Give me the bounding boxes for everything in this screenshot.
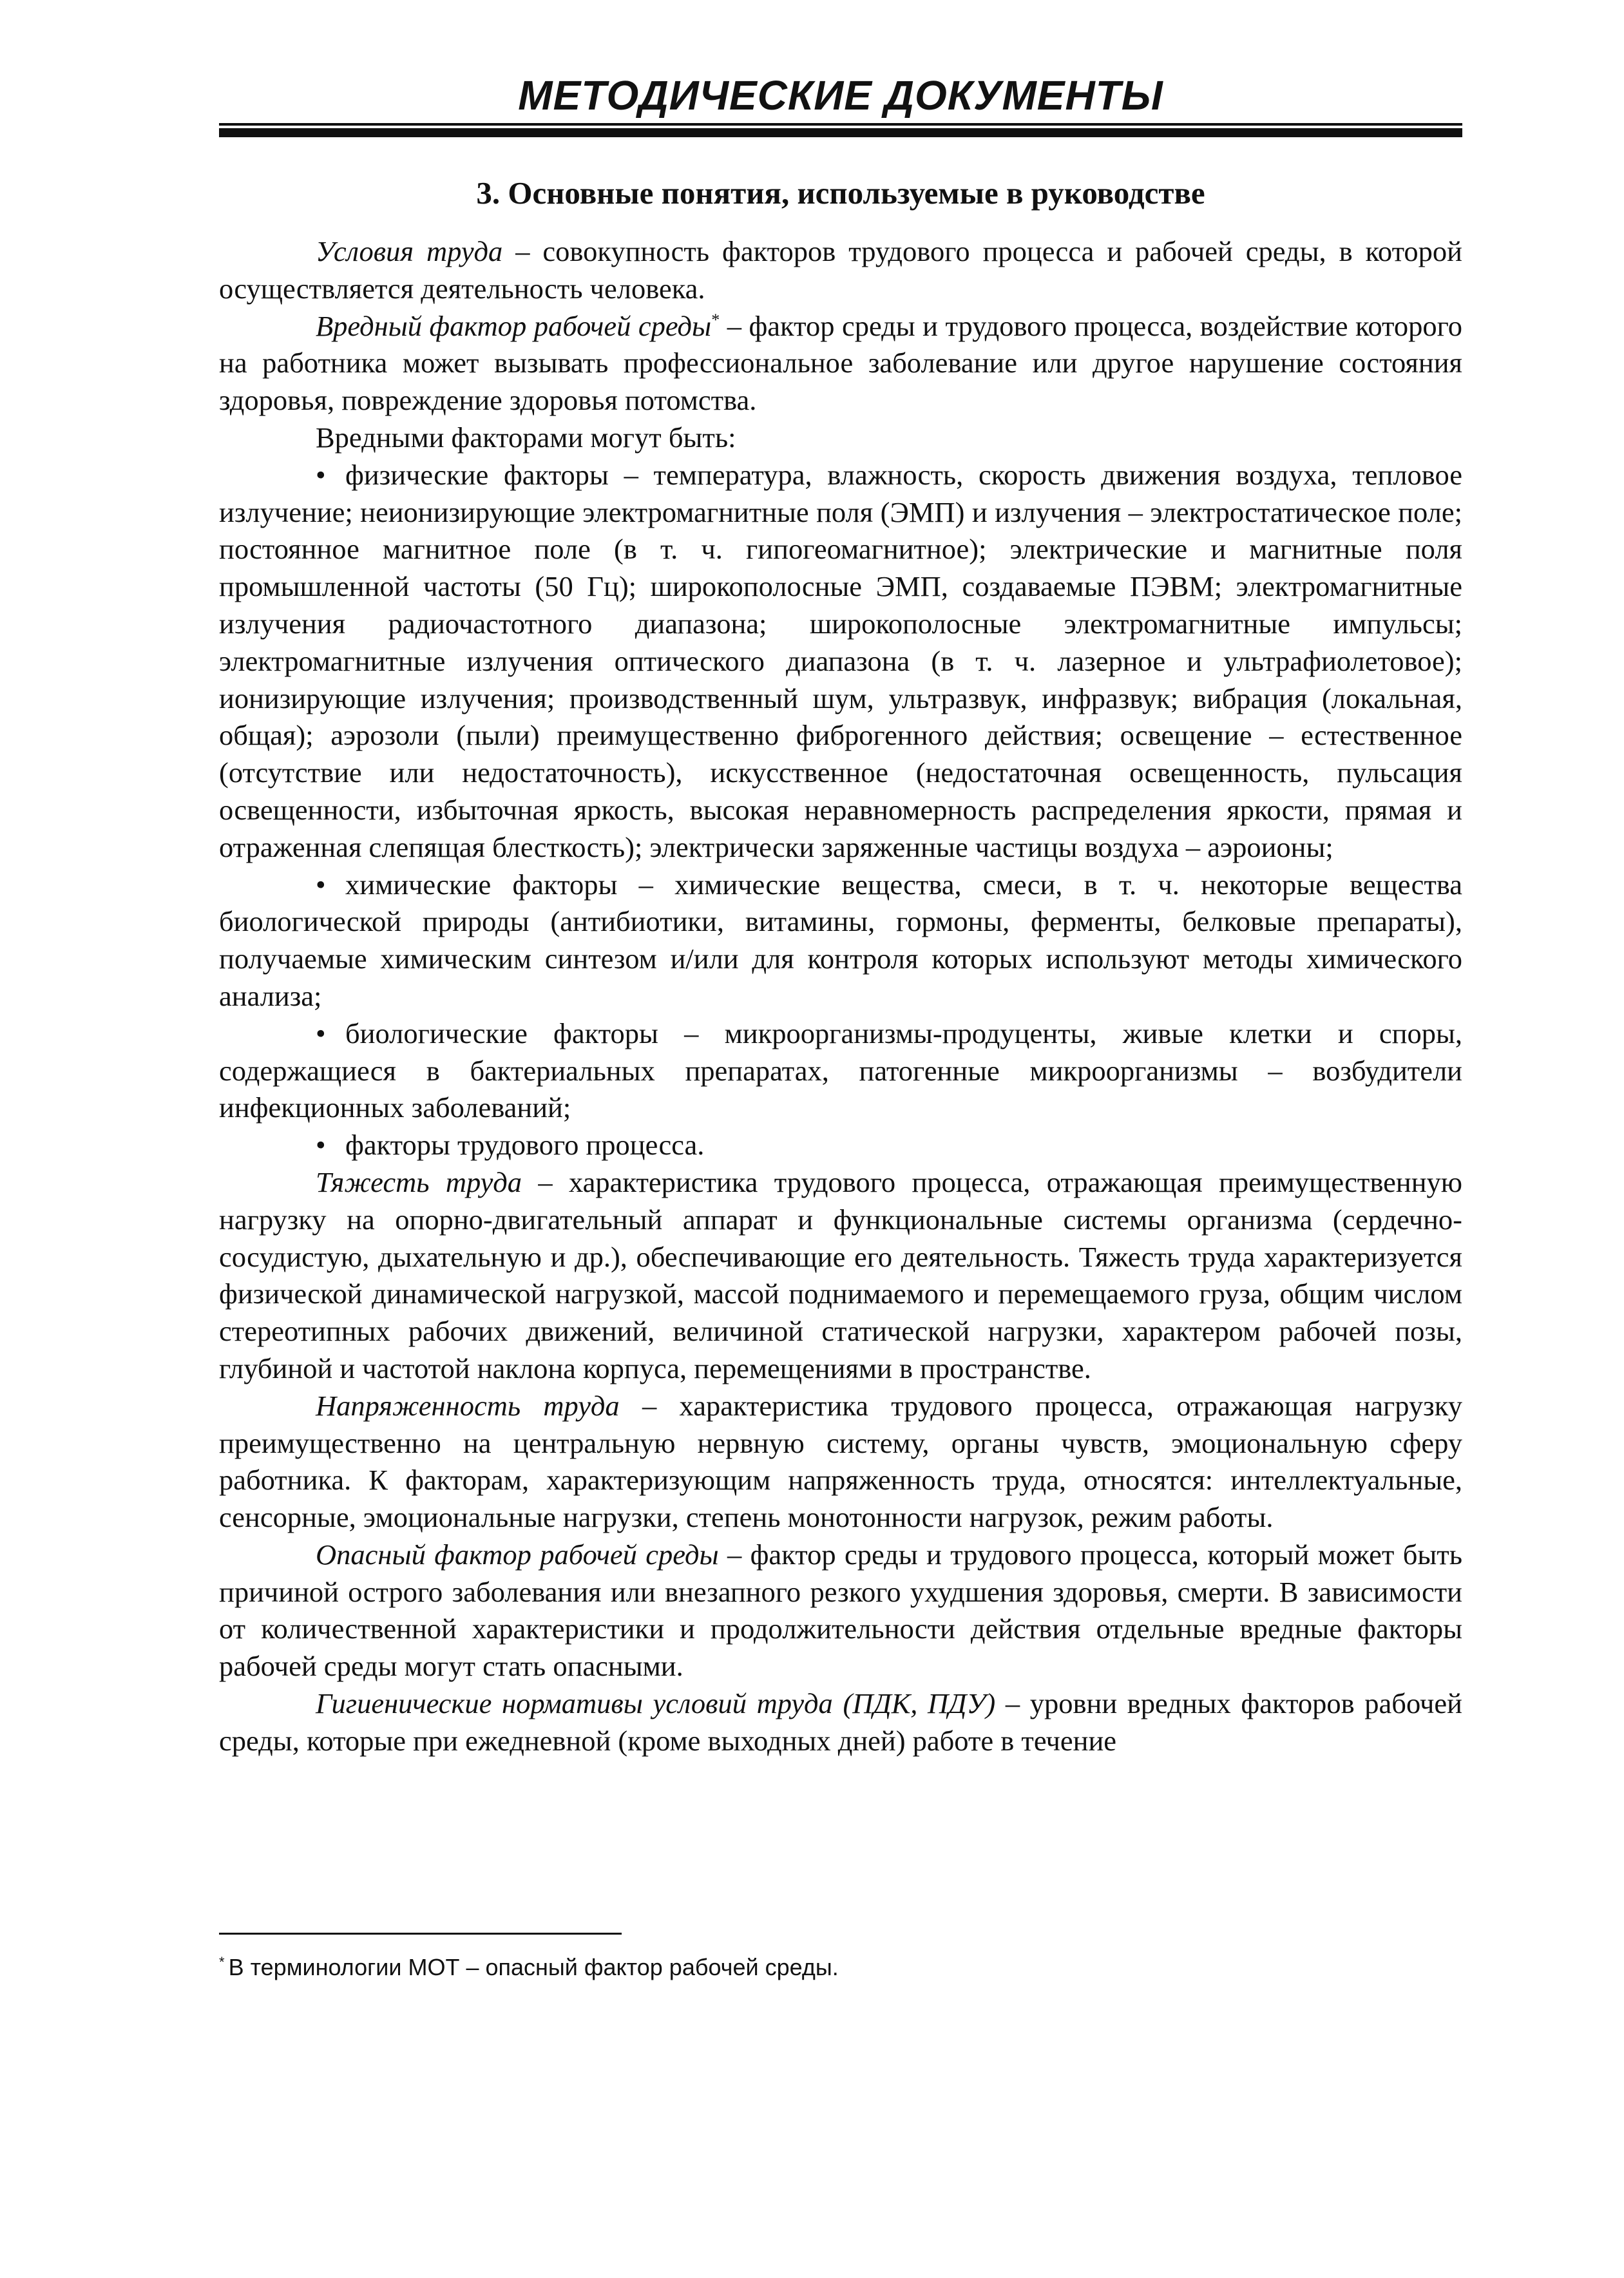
term-labor-intensity: Напряженность труда	[316, 1389, 620, 1422]
definition-dangerous-factor: – фактор среды и трудового процесса, который может быть причиной острого заболевания или внезапного резкого ухудшения здоровья, смерти. В зависимости от количественной характеристики и продолжительности действия отдельные вредные факторы рабочей среды могут стать опасными.	[219, 1538, 1462, 1683]
footnote-reference: *	[711, 310, 720, 329]
paragraph-harmful-factors-intro: Вредными факторами могут быть:	[316, 421, 736, 454]
definition-working-conditions: – совокупность факторов трудового процесса и рабочей среды, в которой осуществляется деятельность человека.	[219, 235, 1462, 305]
running-header: МЕТОДИЧЕСКИЕ ДОКУМЕНТЫ	[518, 72, 1163, 119]
definition-labor-intensity: – характеристика трудового процесса, отражающая нагрузку преимущественно на центральную нервную систему, органы чувств, эмоциональную сферу работника. К факторам, характеризующим напряженность труда, относятся: интеллектуальные, сенсорные, эмоциональные нагрузки, степень монотонности нагрузок, режим работы.	[219, 1389, 1463, 1534]
paragraph-harmful-factor	[219, 308, 1462, 419]
list-item-labor-process-factors	[219, 1127, 1462, 1164]
footnote-divider	[219, 1933, 622, 1935]
paragraph-hygienic-standards	[219, 1685, 1462, 1760]
header-rule-thin	[219, 123, 1462, 126]
paragraph-dangerous-factor	[219, 1536, 1462, 1685]
paragraph-working-conditions	[219, 233, 1462, 308]
definition-harmful-factor: – фактор среды и трудового процесса, воздействие которого на работника может вызывать профессиональное заболевание или другое нарушение состояния здоровья, повреждение здоровья потомства.	[219, 309, 1462, 417]
section-title: 3. Основные понятия, используемые в руководстве	[476, 175, 1205, 211]
footnote-text: В терминологии МОТ – опасный фактор рабочей среды.	[228, 1954, 839, 1980]
bullet-icon: •	[316, 458, 326, 491]
list-item-text: биологические факторы – микроорганизмы-продуценты, живые клетки и споры, содержащиеся в бактериальных препаратах, патогенные микроорганизмы – возбудители инфекционных заболеваний;	[219, 1017, 1462, 1124]
list-item-physical-factors	[219, 457, 1462, 866]
bullet-icon: •	[316, 1129, 326, 1162]
list-item-chemical-factors	[219, 866, 1462, 1015]
term-labor-severity: Тяжесть труда	[316, 1165, 522, 1198]
bullet-icon: •	[316, 1017, 326, 1049]
footnote-mark: *	[219, 1954, 225, 1970]
body-text	[219, 173, 1462, 1760]
header-rule-thick	[219, 128, 1462, 137]
list-item-text: физические факторы – температура, влажность, скорость движения воздуха, тепловое излучение; неионизирующие электромагнитные поля (ЭМП) и излучения – электростатическое поле; постоянное магнитное поле (в т. ч. гипогеомагнитное); электрические и магнитные поля промышленной частоты (50 Гц); широкополосные ЭМП, создаваемые ПЭВМ; электромагнитные излучения радиочастотного диапазона; широкополосные электромагнитные импульсы; электромагнитные излучения оптического диапазона (в т. ч. лазерное и ультрафиолетовое); ионизирующие излучения; производственный шум, ультразвук, инфразвук; вибрация (локальная, общая); аэрозоли (пыли) преимущественно фиброгенного действия; освещение – естественное (отсутствие или недостаточность), искусственное (недостаточная освещенность, пульсация освещенности, избыточная яркость, высокая неравномерность распределения яркости, прямая и отраженная слепящая блесткость); электрически заряженные частицы воздуха – аэроионы;	[219, 458, 1462, 863]
term-hygienic-standards: Гигиенические нормативы условий труда (ПДК, ПДУ)	[316, 1687, 996, 1720]
term-harmful-factor: Вредный фактор рабочей среды	[316, 309, 712, 342]
paragraph-labor-intensity	[219, 1388, 1462, 1536]
list-item-biological-factors	[219, 1015, 1462, 1127]
footnote	[219, 1952, 1462, 1983]
bullet-icon: •	[316, 868, 326, 901]
definition-labor-severity: – характеристика трудового процесса, отражающая преимущественную нагрузку на опорно-двигательный аппарат и функциональные системы организма (сердечно-сосудистую, дыхательную и др.), обеспечивающие его деятельность. Тяжесть труда характеризуется физической динамической нагрузкой, массой поднимаемого и перемещаемого груза, общим числом стереотипных рабочих движений, величиной статической нагрузки, характером рабочей позы, глубиной и частотой наклона корпуса, перемещениями в пространстве.	[219, 1165, 1462, 1384]
term-working-conditions: Условия труда	[316, 235, 503, 267]
term-dangerous-factor: Опасный фактор рабочей среды	[316, 1538, 719, 1571]
list-item-text: факторы трудового процесса.	[345, 1129, 705, 1162]
paragraph-labor-severity	[219, 1164, 1462, 1388]
definition-hygienic-standards: – уровни вредных факторов рабочей среды, которые при ежедневной (кроме выходных дней) работе в течение	[219, 1687, 1462, 1757]
list-item-text: химические факторы – химические вещества, смеси, в т. ч. некоторые вещества биологической природы (антибиотики, витамины, гормоны, ферменты, белковые препараты), получаемые химическим синтезом и/или для контроля которых используют методы химического анализа;	[219, 868, 1462, 1012]
